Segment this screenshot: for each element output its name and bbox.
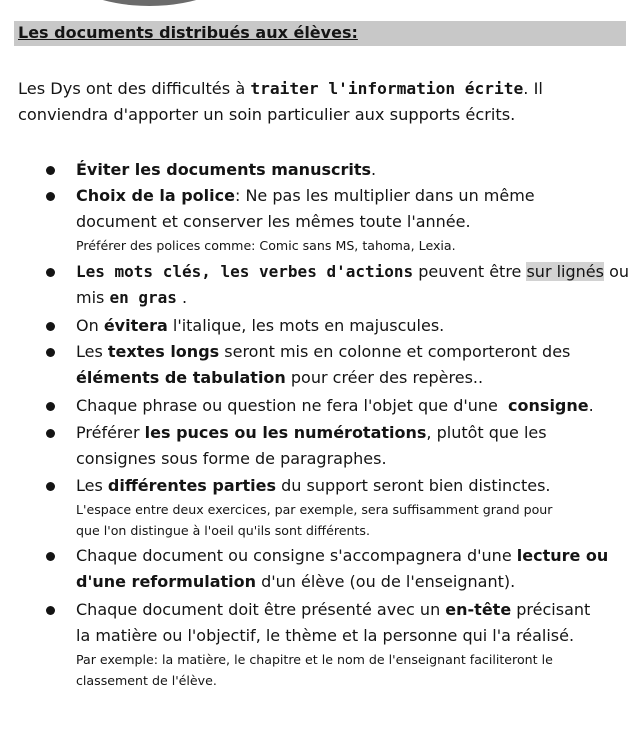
item-bold: textes longs	[107, 342, 220, 361]
list-item	[76, 157, 643, 183]
item-bold: éléments de tabulation	[76, 368, 286, 387]
item-text: ou	[603, 262, 629, 281]
item-text: document et conserver les mêmes toute l'année.	[76, 212, 471, 231]
item-bold: évitera	[103, 316, 168, 335]
bullet-icon	[46, 552, 55, 561]
item-text: Les	[76, 476, 108, 495]
item-bold: d'une reformulation	[76, 572, 256, 591]
bullet-icon	[46, 606, 55, 615]
item-text: .	[176, 288, 188, 307]
item-bold: différentes parties	[107, 476, 277, 495]
bullet-icon	[46, 402, 55, 411]
intro-line-2: conviendra d'apporter un soin particulier aux supports écrits.	[18, 105, 516, 124]
item-text: , plutôt que les	[426, 423, 547, 442]
item-bold: consigne	[508, 396, 589, 415]
bullet-icon	[46, 482, 55, 491]
item-text: pour créer des repères..	[285, 368, 484, 387]
list-item	[76, 420, 643, 472]
item-text: Chaque document doit être présenté avec un	[76, 600, 446, 619]
item-bold: Choix de la police	[76, 186, 235, 205]
item-text: Préférer	[76, 423, 145, 442]
item-text: consignes sous forme de paragraphes.	[76, 449, 387, 468]
intro-text: Les Dys ont des difficultés à	[18, 79, 251, 98]
item-text: On	[76, 316, 104, 335]
item-bold: en-tête	[445, 600, 512, 619]
item-text: du support seront bien distinctes.	[276, 476, 551, 495]
item-text: Chaque phrase ou question ne fera l'objet que d'une	[76, 396, 509, 415]
intro-text: . Il	[523, 79, 543, 98]
item-bold: lecture ou	[516, 546, 609, 565]
item-text: : Ne pas les multiplier dans un même	[234, 186, 535, 205]
item-text: mis	[76, 288, 110, 307]
list-item	[76, 313, 643, 339]
item-note: que l'on distingue à l'oeil qu'ils sont différents.	[76, 523, 370, 538]
item-text: .	[371, 160, 377, 179]
list-item	[76, 597, 643, 691]
bullet-icon	[46, 268, 55, 277]
list-item	[76, 473, 643, 541]
item-text: seront mis en colonne et comporteront des	[219, 342, 571, 361]
item-bold: les puces ou les numérotations	[144, 423, 427, 442]
item-text: la matière ou l'objectif, le thème et la personne qui l'a réalisé.	[76, 626, 575, 645]
item-bold: en gras	[109, 288, 177, 307]
list-item	[76, 393, 643, 419]
bullet-icon	[46, 322, 55, 331]
bullet-icon	[46, 192, 55, 201]
item-text: Les	[76, 342, 108, 361]
item-text: l'italique, les mots en majuscules.	[167, 316, 445, 335]
item-text: précisant	[511, 600, 591, 619]
list-item	[76, 339, 643, 391]
section-heading-text: Les documents distribués aux élèves:	[18, 23, 358, 42]
item-note: Préférer des polices comme: Comic sans MS, tahoma, Lexia.	[76, 238, 456, 253]
item-note: L'espace entre deux exercices, par exemple, sera suffisamment grand pour	[76, 502, 553, 517]
bullet-icon	[46, 429, 55, 438]
item-text: Chaque document ou consigne s'accompagnera d'une	[76, 546, 517, 565]
item-text: .	[588, 396, 594, 415]
item-note: classement de l'élève.	[76, 673, 217, 688]
bullet-icon	[46, 166, 55, 175]
item-note: Par exemple: la matière, le chapitre et le nom de l'enseignant faciliteront le	[76, 652, 553, 667]
item-text: d'un élève (ou de l'enseignant).	[256, 572, 516, 591]
list-item	[76, 259, 643, 311]
highlighted-text: sur lignés	[526, 262, 604, 281]
item-bold: Éviter les documents manuscrits	[76, 160, 372, 179]
list-item	[76, 183, 643, 256]
bullet-icon	[46, 348, 55, 357]
list-item	[76, 543, 643, 595]
item-bold: Les mots clés, les verbes d'actions	[76, 262, 414, 281]
item-text: peuvent être	[413, 262, 527, 281]
intro-emphasis: traiter l'information écrite	[250, 79, 524, 98]
